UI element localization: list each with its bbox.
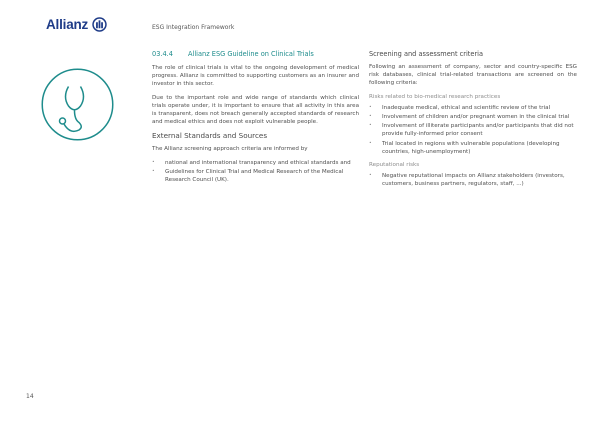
list-item: • Involvement of illiterate participants and/or participants that did not provide fully-informed prior consent (369, 122, 577, 138)
paragraph: The role of clinical trials is vital to the ongoing development of medical progress. Allianz is committed to supporting customers as an insurer and investor in this sector. (152, 65, 359, 88)
list-item: • Involvement of children and/or pregnant women in the clinical trial (369, 113, 577, 121)
section-number: 03.4.4 (152, 50, 173, 58)
page-number: 14 (26, 393, 34, 400)
screening-heading: Screening and assessment criteria (369, 50, 484, 58)
paragraph: Following an assessment of company, sector and country-specific ESG risk databases, clinical trial-related transactions are screened on the following criteria: (369, 64, 577, 87)
paragraph: The Allianz screening approach criteria are informed by (152, 146, 308, 153)
list-item: • Inadequate medical, ethical and scientific review of the trial (369, 104, 577, 112)
stethoscope-icon (40, 67, 115, 142)
right-column (369, 50, 577, 192)
list-item: • Guidelines for Clinical Trial and Medical Research of the Medical Research Council (UK). (152, 168, 359, 184)
allianz-logo (46, 17, 107, 32)
document-title: ESG Integration Framework (152, 24, 235, 31)
standards-list (152, 159, 359, 185)
category-label: Reputational risks (369, 162, 420, 169)
reputational-risk-list (369, 172, 577, 188)
category-label: Risks related to bio-medical research practices (369, 93, 501, 100)
left-column (152, 50, 359, 187)
logo-text: Allianz (46, 17, 89, 32)
allianz-eagle-icon (92, 17, 107, 32)
list-item: • Negative reputational impacts on Allianz stakeholders (investors, customers, business partners, regulators, staff, ...) (369, 172, 577, 188)
list-item: • national and international transparency and ethical standards and (152, 159, 359, 167)
paragraph: Due to the important role and wide range of standards which clinical trials operate under, it is important to ensure that all activity in this area is transparent, does not breach generally accepted standards of research and medical ethics and does not exploit vulnerable people. (152, 94, 359, 126)
list-item: • Trial located in regions with vulnerable populations (developing countries, high-unemployment) (369, 140, 577, 156)
biomedical-risk-list (369, 104, 577, 156)
subheading-external-standards: External Standards and Sources (152, 131, 268, 141)
section-title: Allianz ESG Guideline on Clinical Trials (188, 50, 314, 58)
section-heading (152, 50, 359, 59)
